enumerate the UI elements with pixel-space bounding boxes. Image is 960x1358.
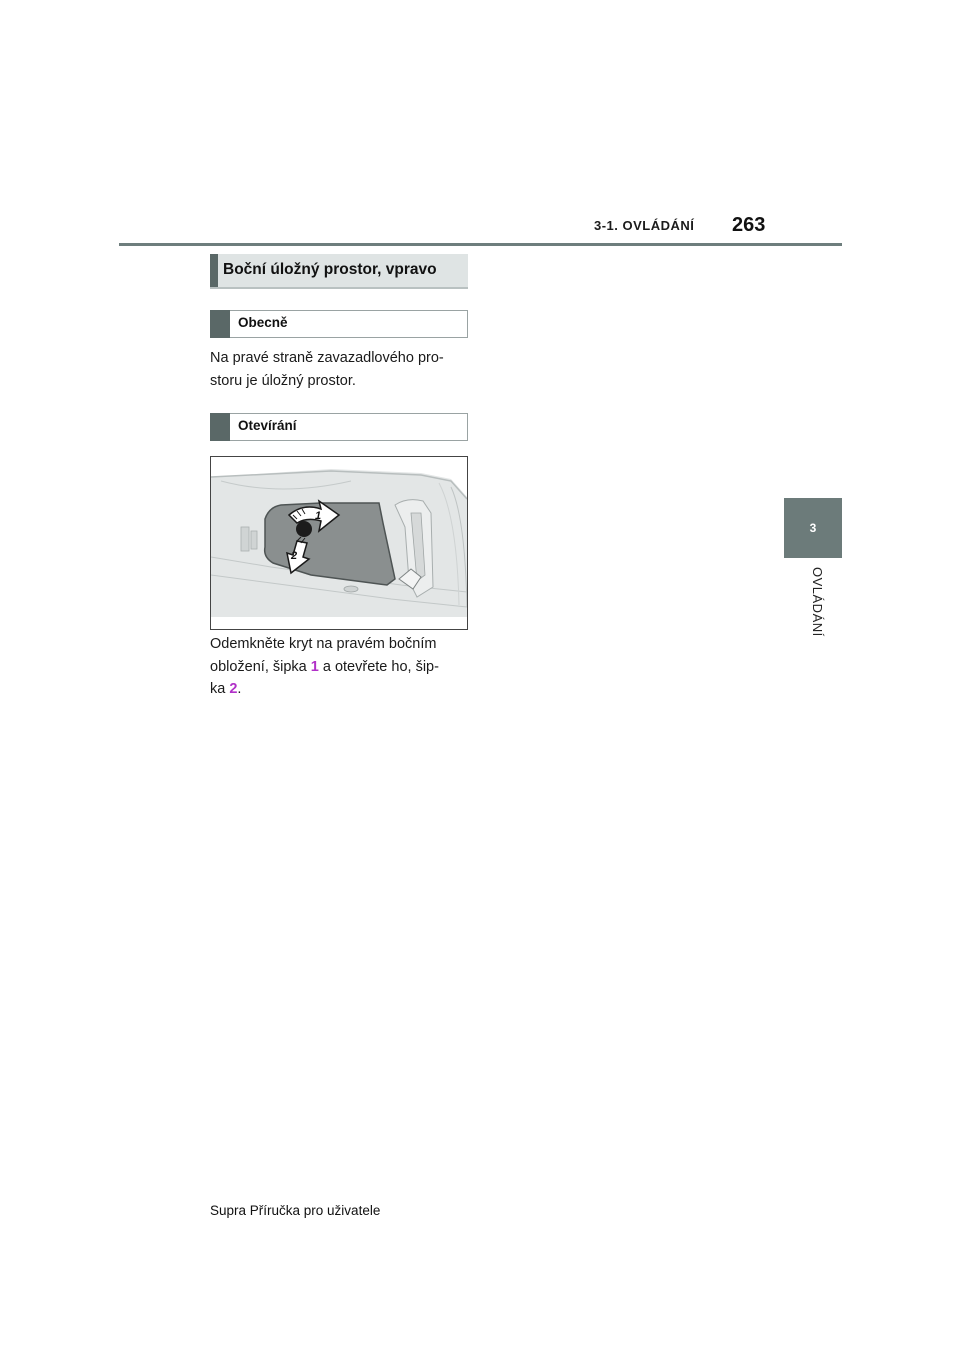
general-line-1: Na pravé straně zavazadlového pro- xyxy=(210,350,444,366)
trunk-storage-illustration xyxy=(210,456,468,630)
subheading-general-text: Obecně xyxy=(238,315,288,330)
subheading-accent-bar xyxy=(210,310,230,338)
section-heading-text: Boční úložný prostor, vpravo xyxy=(223,261,437,278)
chapter-tab xyxy=(784,498,842,558)
opening-line-2-a: obložení, šipka xyxy=(210,658,311,675)
general-line-2: storu je úložný prostor. xyxy=(210,372,356,389)
running-header-section: 3-1. OVLÁDÁNÍ xyxy=(594,218,695,233)
opening-paragraph xyxy=(210,633,472,701)
callout-2: 2 xyxy=(291,550,298,562)
subheading-accent-bar xyxy=(210,413,230,441)
page-number: 263 xyxy=(732,214,766,236)
subheading-opening xyxy=(210,413,468,441)
opening-line-1: Odemkněte kryt na pravém bočním xyxy=(210,636,437,652)
header-rule xyxy=(119,243,842,246)
opening-line-3 xyxy=(210,678,472,701)
opening-line-2-b: a otevřete ho, šip- xyxy=(318,658,439,675)
arrow-2-ref: 2 xyxy=(229,681,238,697)
subheading-opening-text: Otevírání xyxy=(238,418,297,433)
general-paragraph xyxy=(210,347,472,392)
opening-line-2 xyxy=(210,656,472,679)
opening-line-3-b: . xyxy=(237,681,242,697)
opening-line-3-a: ka xyxy=(210,681,230,697)
section-heading xyxy=(210,254,468,289)
callout-1: 1 xyxy=(315,510,322,522)
footer-manual-title: Supra Příručka pro uživatele xyxy=(210,1203,381,1218)
chapter-number: 3 xyxy=(809,521,817,535)
heading-accent-bar xyxy=(210,254,218,287)
chapter-side-label: OVLÁDÁNÍ xyxy=(810,567,825,637)
arrow-1-ref: 1 xyxy=(310,658,319,675)
illustration-svg xyxy=(211,457,467,629)
subheading-general xyxy=(210,310,468,338)
